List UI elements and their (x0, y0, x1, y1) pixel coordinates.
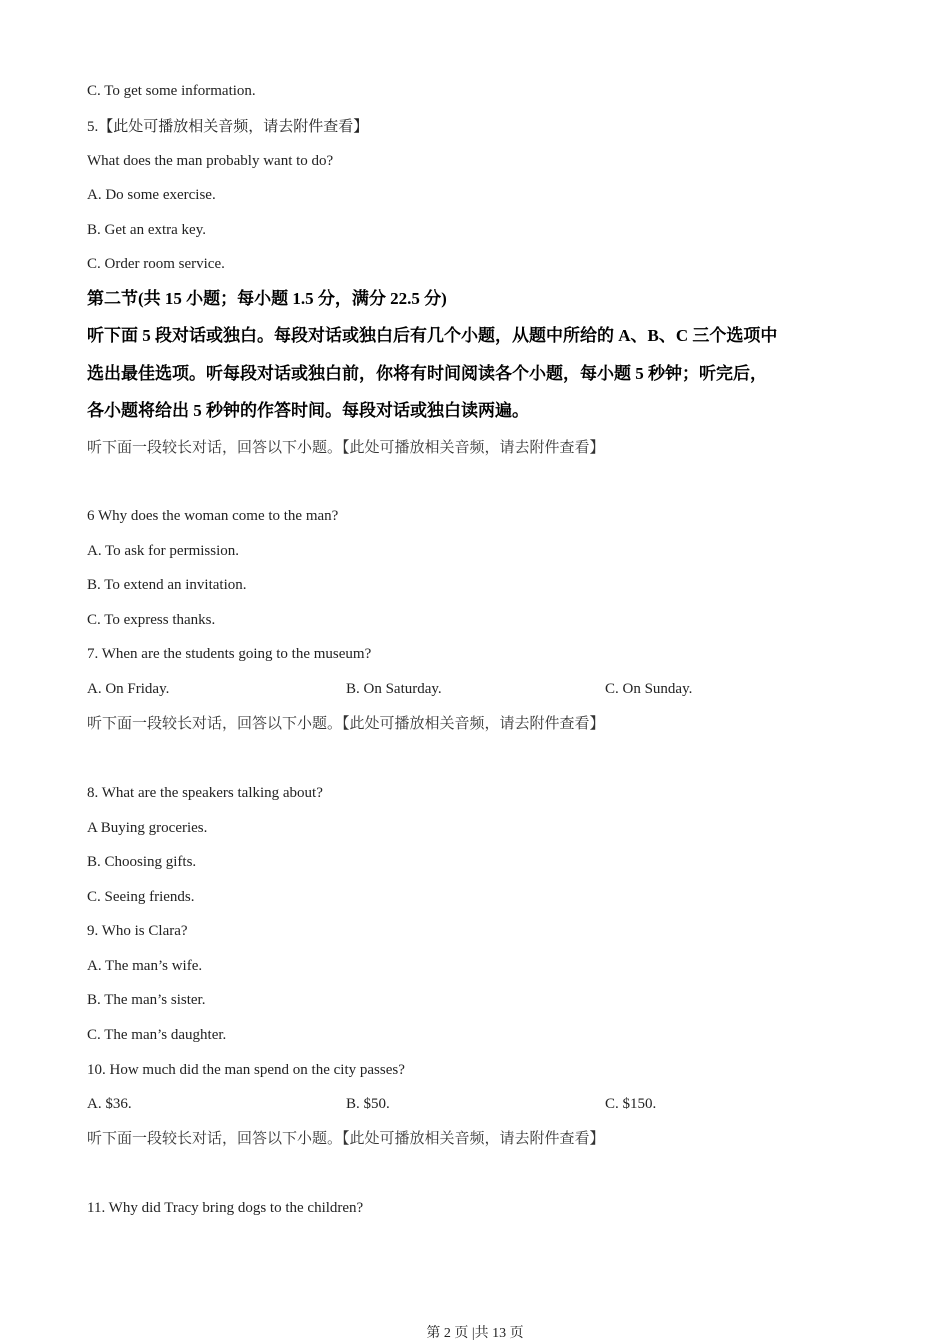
listen-instruction-1 (87, 437, 605, 458)
instructions-line-3: 各小题将给出 5 秒钟的作答时间。每段对话或独白读两遍。 (87, 401, 529, 420)
q9-option-a: A. The man’s wife. (87, 958, 203, 974)
q5-header (87, 116, 368, 137)
q7-option-a: A. On Friday. (87, 681, 170, 697)
page-total: 共 13 页 (474, 1326, 524, 1341)
q6-question: 6 Why does the woman come to the man? (87, 508, 339, 524)
listen-text: 听下面一段较长对话，回答以下小题。 (87, 440, 343, 456)
listen-instruction-2 (87, 713, 605, 734)
audio-attachment-note[interactable]: 【此处可播放相关音频，请去附件查看】 (342, 1129, 605, 1147)
instructions-line-2: 选出最佳选项。听每段对话或独白前，你将有时间阅读各个小题，每小题 5 秒钟；听完后， (87, 364, 767, 383)
q5-option-b: B. Get an extra key. (87, 222, 206, 238)
q8-option-c: C. Seeing friends. (87, 889, 195, 905)
q9-question: 9. Who is Clara? (87, 923, 188, 939)
listen-text: 听下面一段较长对话，回答以下小题。 (87, 716, 343, 732)
page-footer (0, 1325, 950, 1343)
section-2-heading: 第二节(共 15 小题；每小题 1.5 分，满分 22.5 分) (87, 289, 447, 308)
listen-instruction-3 (87, 1128, 605, 1149)
q6-option-c: C. To express thanks. (87, 612, 216, 628)
q6-option-a: A. To ask for permission. (87, 543, 239, 559)
footer-separator: | (471, 1326, 475, 1341)
q10-option-b: B. $50. (346, 1096, 390, 1112)
q9-option-b: B. The man’s sister. (87, 992, 206, 1008)
q7-question: 7. When are the students going to the museum? (87, 646, 372, 662)
audio-attachment-note[interactable]: 【此处可播放相关音频，请去附件查看】 (342, 438, 605, 456)
q11-question: 11. Why did Tracy bring dogs to the children? (87, 1200, 364, 1216)
q7-option-c: C. On Sunday. (605, 681, 693, 697)
listen-text: 听下面一段较长对话，回答以下小题。 (87, 1131, 343, 1147)
q9-option-c: C. The man’s daughter. (87, 1027, 227, 1043)
q4-option-c: C. To get some information. (87, 83, 256, 99)
audio-attachment-note[interactable]: 【此处可播放相关音频，请去附件查看】 (98, 117, 369, 135)
q10-option-c: C. $150. (605, 1096, 657, 1112)
q5-question: What does the man probably want to do? (87, 153, 334, 169)
q10-question: 10. How much did the man spend on the city passes? (87, 1062, 405, 1078)
q8-option-b: B. Choosing gifts. (87, 854, 197, 870)
audio-attachment-note[interactable]: 【此处可播放相关音频，请去附件查看】 (342, 714, 605, 732)
instructions-line-1: 听下面 5 段对话或独白。每段对话或独白后有几个小题，从题中所给的 A、B、C 三个选项中 (87, 326, 778, 345)
page-number: 第 2 页 (426, 1326, 469, 1341)
q10-option-a: A. $36. (87, 1096, 132, 1112)
q5-option-a: A. Do some exercise. (87, 187, 216, 203)
q5-option-c: C. Order room service. (87, 256, 225, 272)
q7-option-b: B. On Saturday. (346, 681, 442, 697)
q8-question: 8. What are the speakers talking about? (87, 785, 323, 801)
q5-number: 5. (87, 119, 99, 135)
q8-option-a: A Buying groceries. (87, 820, 208, 836)
q6-option-b: B. To extend an invitation. (87, 577, 247, 593)
